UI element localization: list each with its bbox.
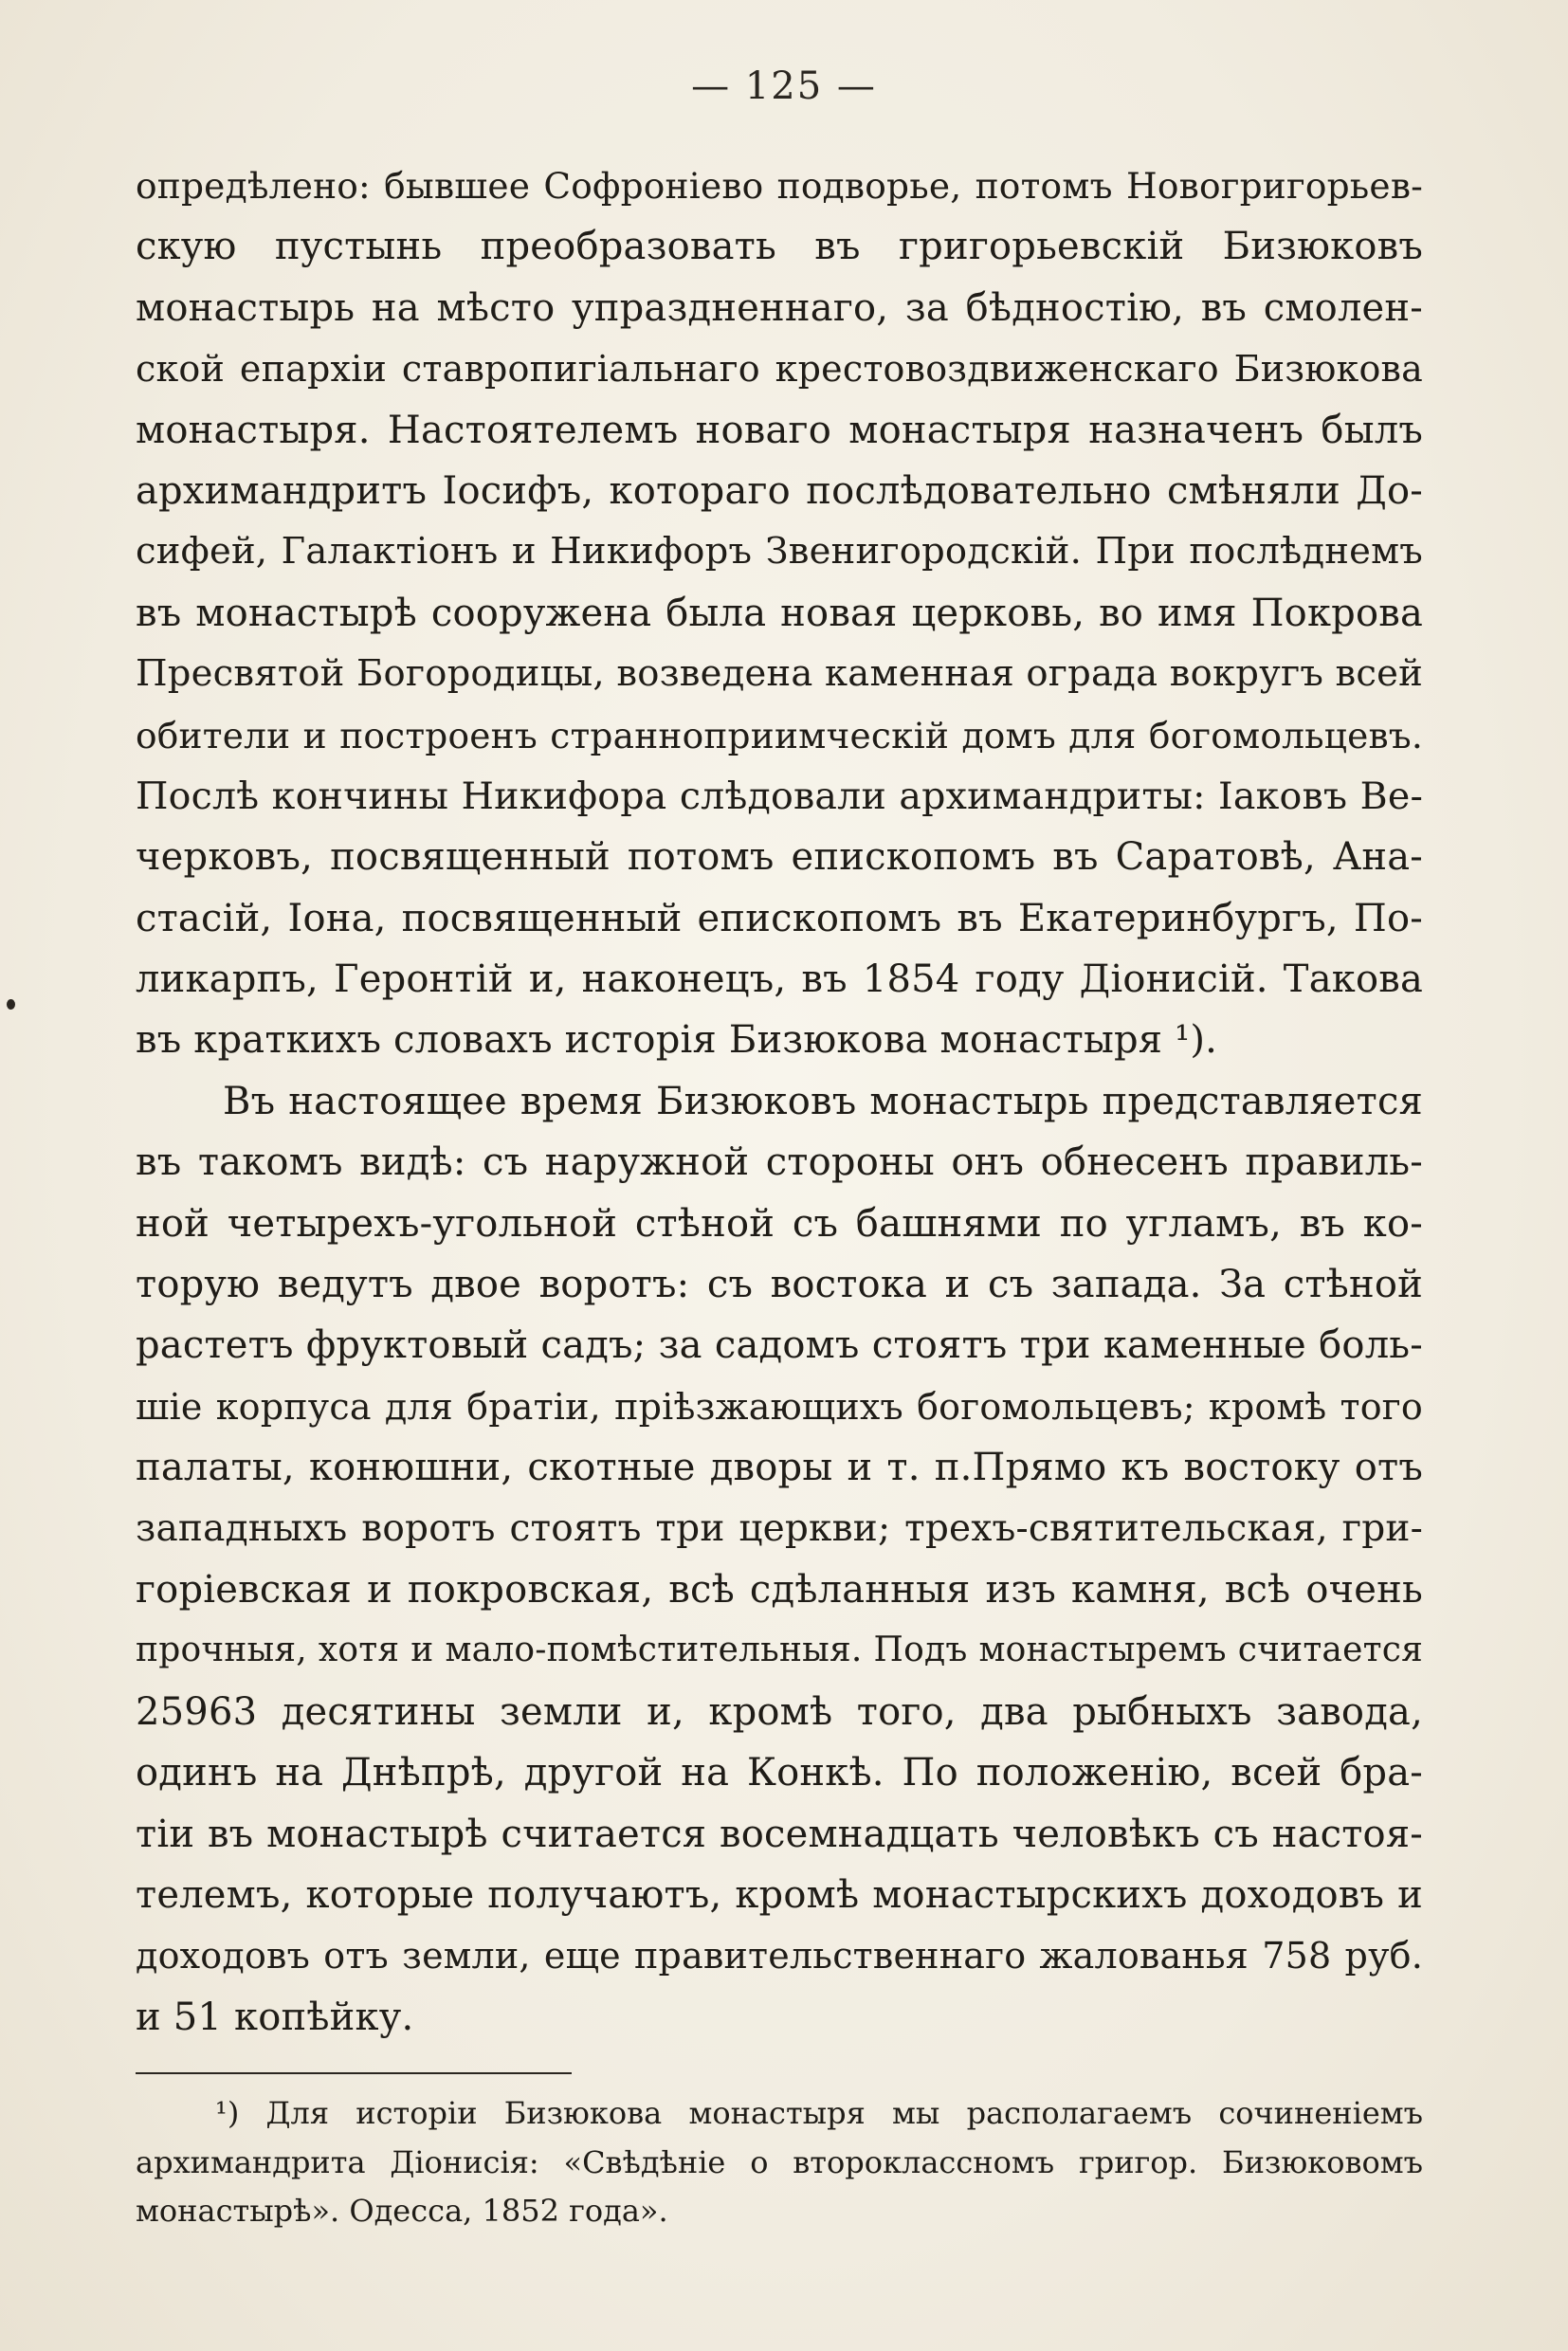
text-line: скую пустынь преобразовать въ григорьевскій Бизюковъ (136, 225, 1423, 269)
ink-speck (7, 999, 15, 1010)
text-line: архимандритъ Іосифъ, котораго послѣдовательно смѣняли До- (136, 468, 1423, 513)
text-line: Послѣ кончины Никифора слѣдовали архимандриты: Іаковъ Ве- (136, 774, 1423, 818)
text-line: обители и построенъ странноприимческій домъ для богомольцевъ. (136, 714, 1423, 756)
text-line: торую ведутъ двое воротъ: съ востока и съ запада. За стѣной (136, 1263, 1423, 1307)
text-line: сифей, Галактіонъ и Никифоръ Звенигородскій. При послѣднемъ (136, 530, 1423, 574)
text-line: Въ настоящее время Бизюковъ монастырь представляется (223, 1079, 1423, 1123)
text-line: 25963 десятины земли и, кромѣ того, два рыбныхъ завода, (136, 1689, 1423, 1734)
text-line: одинъ на Днѣпрѣ, другой на Конкѣ. По положенію, всей бра- (136, 1751, 1423, 1795)
text-line: западныхъ воротъ стоятъ три церкви; трехъ-святительская, гри- (136, 1506, 1423, 1550)
footnote-divider (136, 2072, 572, 2074)
text-line: доходовъ отъ земли, еще правительственнаго жалованья 758 руб. (136, 1935, 1423, 1977)
text-line: въ краткихъ словахъ исторія Бизюкова монастыря ¹). (136, 1018, 1218, 1063)
text-line: прочныя, хотя и мало-помѣстительныя. Подъ монастыремъ считается (136, 1631, 1423, 1670)
footnote-line: монастырѣ». Одесса, 1852 года». (136, 2193, 668, 2229)
text-line: шіе корпуса для братіи, пріѣзжающихъ богомольцевъ; кромѣ того (136, 1385, 1423, 1428)
footnote (136, 2089, 1423, 2236)
text-line: тіи въ монастырѣ считается восемнадцать человѣкъ съ настоя- (136, 1812, 1423, 1856)
text-line: опредѣлено: бывшее Софроніево подворье, потомъ Новогригорьев- (136, 165, 1423, 207)
text-line: монастыря. Настоятелемъ новаго монастыря назначенъ былъ (136, 408, 1423, 452)
footnote-line: архимандрита Діонисія: «Свѣдѣніе о второклассномъ григор. Бизюковомъ (136, 2143, 1423, 2180)
text-line: ской епархіи ставропигіальнаго крестовоздвиженскаго Бизюкова (136, 348, 1423, 391)
text-line: черковъ, посвященный потомъ епископомъ въ Саратовѣ, Ана- (136, 835, 1423, 880)
text-line: монастырь на мѣсто упраздненнаго, за бѣдностію, въ смолен- (136, 285, 1423, 330)
text-line: стасій, Іона, посвященный епископомъ въ Екатеринбургъ, По- (136, 896, 1423, 940)
text-line: растетъ фруктовый садъ; за садомъ стоятъ три каменные боль- (136, 1323, 1423, 1368)
body-text (136, 155, 1423, 2048)
text-line: горіевская и покровская, всѣ сдѣланныя изъ камня, всѣ очень (136, 1567, 1423, 1612)
text-line: ликарпъ, Геронтій и, наконецъ, въ 1854 году Діонисій. Такова (136, 957, 1423, 1002)
text-line: въ такомъ видѣ: съ наружной стороны онъ обнесенъ правиль- (136, 1140, 1423, 1185)
text-line: телемъ, которые получаютъ, кромѣ монастырскихъ доходовъ и (136, 1872, 1423, 1917)
text-line: палаты, конюшни, скотные дворы и т. п.Прямо къ востоку отъ (136, 1446, 1423, 1490)
text-line: въ монастырѣ сооружена была новая церковь, во имя Покрова (136, 591, 1423, 635)
text-line: и 51 копѣйку. (136, 1995, 414, 2039)
page-number: — 125 — (691, 64, 877, 108)
text-line: Пресвятой Богородицы, возведена каменная ограда вокругъ всей (136, 652, 1423, 696)
footnote-line: ¹) Для исторіи Бизюкова монастыря мы располагаемъ сочиненіемъ (215, 2095, 1423, 2131)
text-line: ной четырехъ-угольной стѣной съ башнями по угламъ, въ ко- (136, 1201, 1423, 1246)
